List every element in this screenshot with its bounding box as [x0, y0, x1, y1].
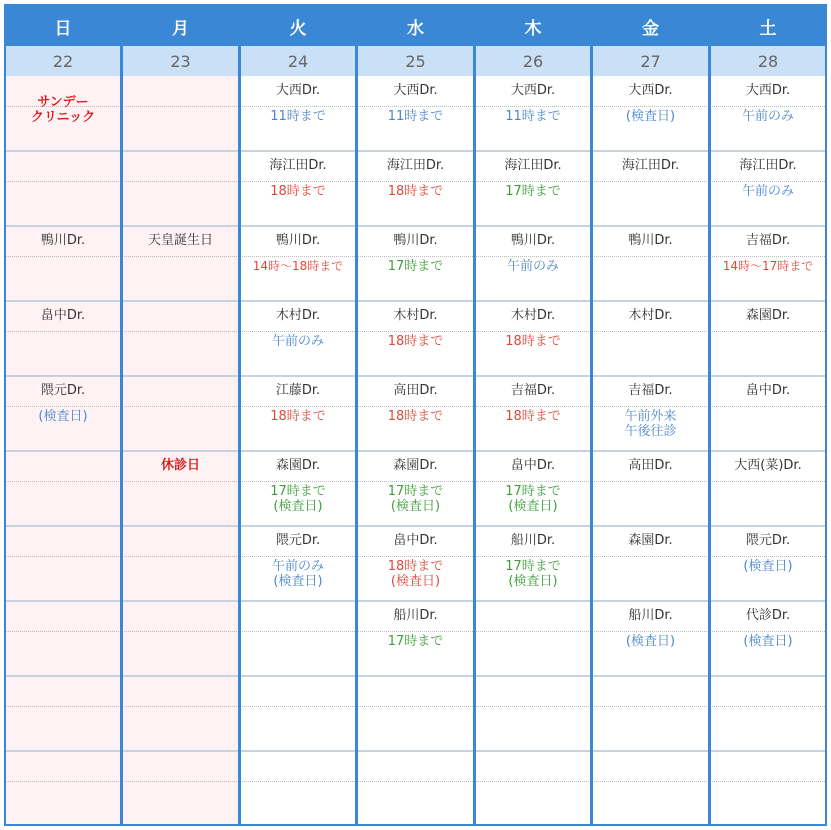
- doctor-name: 大西Dr.: [510, 83, 556, 98]
- hours-note: 11時まで: [505, 109, 561, 124]
- row-divider: [6, 481, 825, 482]
- doctor-name: 畠中Dr.: [510, 458, 556, 473]
- date-tue: 24: [287, 51, 309, 71]
- doctor-name: 吉福Dr.: [510, 383, 556, 398]
- doctor-name: 木村Dr.: [275, 308, 321, 323]
- weekday-sun: 日: [54, 18, 72, 39]
- weekday-mon: 月: [172, 18, 189, 39]
- doctor-name: 海江田Dr.: [504, 158, 562, 173]
- date-sun: 22: [52, 51, 74, 71]
- doctor-name: 大西Dr.: [745, 83, 791, 98]
- doctor-name: 隈元Dr.: [745, 533, 791, 548]
- hours-note: 午前のみ: [741, 109, 794, 124]
- hours-note: 17時まで: [505, 184, 561, 199]
- doctor-name: 高田Dr.: [393, 383, 438, 398]
- sunday-clinic-label: サンデー クリニック: [30, 95, 96, 125]
- doctor-name: 森園Dr.: [393, 458, 438, 473]
- row-divider: [6, 750, 825, 752]
- hours-note: 18時まで: [387, 334, 444, 349]
- date-fri: 27: [640, 51, 661, 71]
- hours-note: 18時まで: [270, 409, 326, 424]
- closed-day-label: 休診日: [160, 458, 200, 473]
- doctor-name: 鴨川Dr.: [40, 233, 86, 248]
- hours-note: (検査日): [625, 634, 676, 649]
- doctor-name: 鴨川Dr.: [275, 233, 321, 248]
- row-divider: [6, 556, 825, 557]
- hours-note: 午前外来 午後往診: [624, 409, 677, 439]
- date-sat: 28: [757, 51, 779, 71]
- column-divider: [708, 6, 711, 824]
- date-thu: 26: [522, 51, 544, 71]
- row-divider: [6, 525, 825, 527]
- hours-note: 18時まで: [505, 334, 561, 349]
- doctor-name: 畠中Dr.: [393, 533, 438, 548]
- doctor-name: 江藤Dr.: [275, 383, 321, 398]
- hours-note: 17時まで (検査日): [387, 484, 444, 514]
- doctor-name: 大西Dr.: [628, 83, 673, 98]
- weekday-fri: 金: [642, 18, 659, 39]
- row-divider: [6, 225, 825, 227]
- hours-note: 18時まで: [270, 184, 326, 199]
- doctor-name: 海江田Dr.: [386, 158, 445, 173]
- row-divider: [6, 256, 825, 257]
- row-divider: [6, 675, 825, 677]
- date-mon: 23: [170, 51, 191, 71]
- hours-note: (検査日): [743, 559, 793, 574]
- row-divider: [6, 106, 825, 107]
- doctor-name: 畠中Dr.: [745, 383, 791, 398]
- hours-note: 17時まで (検査日): [505, 559, 561, 589]
- hours-note: 18時まで (検査日): [387, 559, 444, 589]
- hours-note: (検査日): [743, 634, 793, 649]
- hours-note: 17時まで (検査日): [270, 484, 326, 514]
- doctor-name: 海江田Dr.: [269, 158, 327, 173]
- weekday-tue: 火: [289, 18, 307, 39]
- doctor-name: 大西(菜)Dr.: [734, 458, 802, 473]
- doctor-name: 高田Dr.: [628, 458, 673, 473]
- doctor-name: 船川Dr.: [510, 533, 556, 548]
- doctor-name: 大西Dr.: [275, 83, 321, 98]
- row-divider: [6, 150, 825, 152]
- row-divider: [6, 375, 825, 377]
- doctor-name: 隈元Dr.: [40, 383, 86, 398]
- doctor-name: 代診Dr.: [745, 608, 791, 623]
- doctor-name: 海江田Dr.: [621, 158, 680, 173]
- hours-note: 18時まで: [505, 409, 561, 424]
- row-divider: [6, 181, 825, 182]
- doctor-name: 隈元Dr.: [275, 533, 321, 548]
- doctor-name: 鴨川Dr.: [510, 233, 556, 248]
- holiday-label: 天皇誕生日: [147, 233, 213, 248]
- doctor-name: 畠中Dr.: [40, 308, 86, 323]
- doctor-name: 海江田Dr.: [739, 158, 797, 173]
- weekday-thu: 木: [524, 18, 542, 39]
- weekday-sat: 土: [759, 18, 777, 39]
- doctor-name: 鴨川Dr.: [628, 233, 673, 248]
- row-divider: [6, 706, 825, 707]
- hours-note: 午前のみ (検査日): [271, 559, 324, 589]
- doctor-name: 吉福Dr.: [628, 383, 673, 398]
- row-divider: [6, 781, 825, 782]
- hours-note: 午前のみ: [506, 259, 559, 274]
- doctor-name: 森園Dr.: [275, 458, 321, 473]
- row-divider: [6, 600, 825, 602]
- doctor-name: 大西Dr.: [393, 83, 438, 98]
- hours-note: 18時まで: [387, 409, 444, 424]
- hours-note: 17時まで: [387, 634, 444, 649]
- hours-note: 14時〜18時まで: [252, 259, 344, 273]
- doctor-name: 木村Dr.: [628, 308, 673, 323]
- hours-note: 17時まで: [387, 259, 444, 274]
- doctor-name: 船川Dr.: [628, 608, 673, 623]
- date-wed: 25: [405, 51, 426, 71]
- hours-note: 11時まで: [387, 109, 444, 124]
- doctor-name: 木村Dr.: [510, 308, 556, 323]
- hours-note: 11時まで: [270, 109, 326, 124]
- hours-note: 14時〜17時まで: [722, 259, 814, 273]
- hours-note: 17時まで (検査日): [505, 484, 561, 514]
- doctor-name: 鴨川Dr.: [393, 233, 438, 248]
- hours-note: (検査日): [625, 109, 676, 124]
- row-divider: [6, 631, 825, 632]
- doctor-name: 森園Dr.: [745, 308, 791, 323]
- row-divider: [6, 331, 825, 332]
- holiday-column: [123, 6, 238, 824]
- hours-note: 18時まで: [387, 184, 444, 199]
- hours-note: 午前のみ: [741, 184, 794, 199]
- row-divider: [6, 300, 825, 302]
- hours-note: 午前のみ: [271, 334, 324, 349]
- row-divider: [6, 450, 825, 452]
- row-divider: [6, 406, 825, 407]
- weekday-wed: 水: [407, 18, 424, 39]
- column-divider: [120, 6, 123, 824]
- weekly-schedule-calendar: [4, 4, 827, 826]
- doctor-name: 船川Dr.: [393, 608, 438, 623]
- doctor-name: 吉福Dr.: [745, 233, 791, 248]
- hours-note: (検査日): [38, 409, 88, 424]
- doctor-name: 木村Dr.: [393, 308, 438, 323]
- doctor-name: 森園Dr.: [628, 533, 673, 548]
